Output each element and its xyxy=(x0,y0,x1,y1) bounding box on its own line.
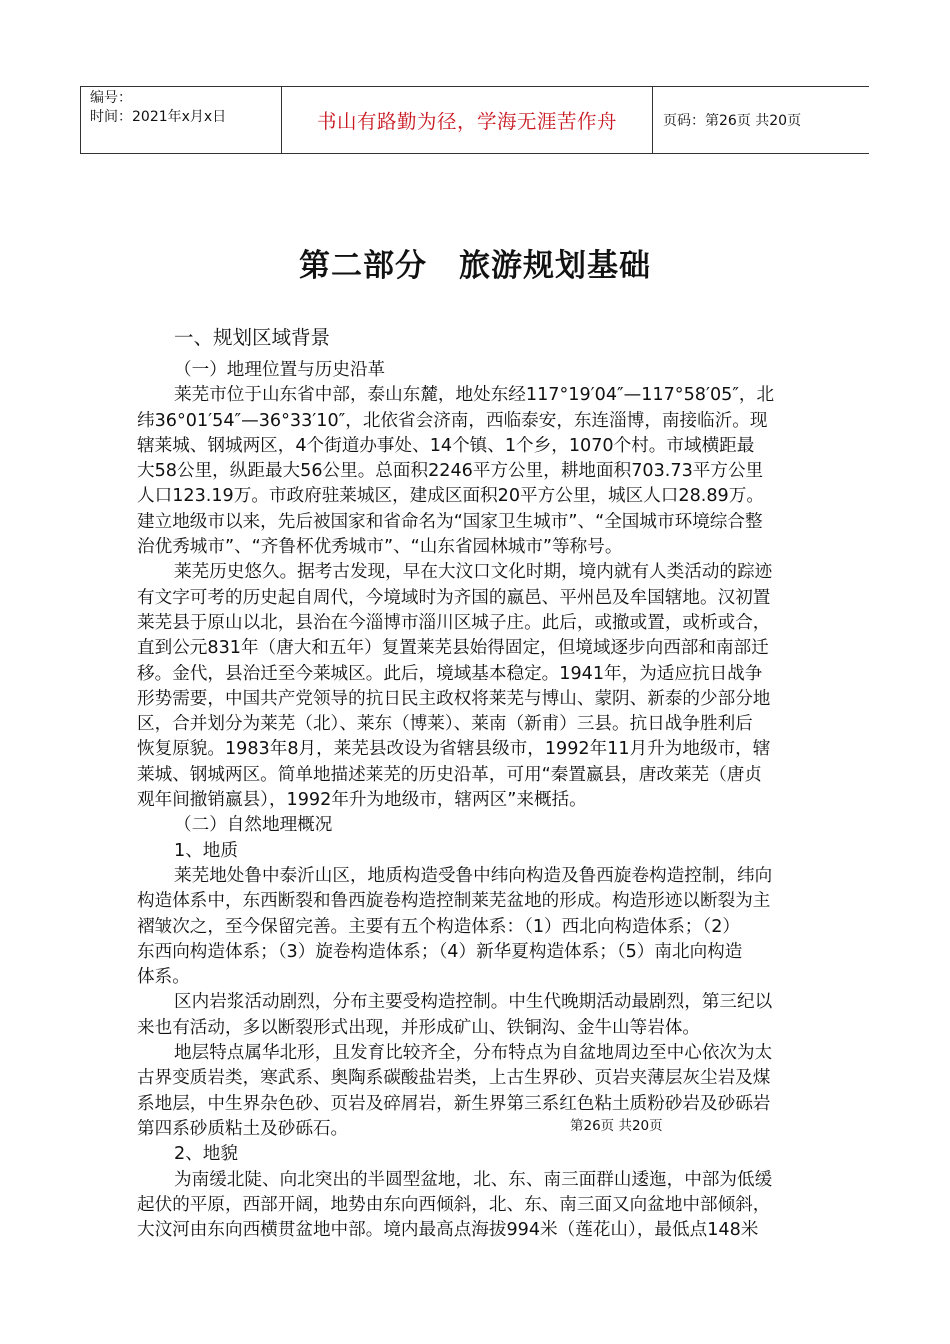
page-title: 第二部分 旅游规划基础 xyxy=(299,248,651,284)
text-line: 移。金代，县治迁至今莱城区。此后，境域基本稳定。1941年，为适应抗日战争 xyxy=(137,663,763,684)
text-line: 观年间撤销嬴县），1992年升为地级市，辖两区”来概括。 xyxy=(137,790,587,811)
text-line: 莱芜历史悠久。据考古发现，早在大汶口文化时期，境内就有人类活动的踪迹 xyxy=(174,562,773,583)
text-line: 辖莱城、钢城两区，4个街道办事处、14个镇、1个乡，1070个村。市域横距最 xyxy=(137,435,755,456)
text-line: 区，合并划分为莱芜（北）、莱东（博莱）、莱南（新甫）三县。抗日战争胜利后 xyxy=(137,714,753,735)
document-body xyxy=(137,358,877,1243)
page-info: 页码：第26页 共20页 xyxy=(663,113,802,129)
text-line: 第四系砂质粘土及砂砾石。 xyxy=(137,1118,349,1139)
text-line: 褶皱次之，至今保留完善。主要有五个构造体系：（1）西北向构造体系；（2） xyxy=(137,916,740,937)
header-page-cell xyxy=(653,87,869,153)
text-line: 来也有活动，多以断裂形式出现，并形成矿山、铁铜沟、金牛山等岩体。 xyxy=(137,1017,701,1038)
paragraph-geology-strata xyxy=(137,1041,877,1142)
text-line: 人口123.19万。市政府驻莱城区，建成区面积20平方公里，城区人口28.89万。 xyxy=(137,486,764,507)
text-line: 为南缓北陡、向北突出的半圆型盆地，北、东、南三面群山逶迤，中部为低缓 xyxy=(174,1169,773,1190)
text-line: 建立地级市以来，先后被国家和省命名为“国家卫生城市”、“全国城市环境综合整 xyxy=(137,511,763,532)
header-motto-cell xyxy=(282,87,653,153)
paragraph-geology-structure xyxy=(137,864,877,990)
text-line: 治优秀城市”、“齐鲁杯优秀城市”、“山东省园林城市”等称号。 xyxy=(137,537,623,558)
text-line: 有文字可考的历史起自周代，今境域时为齐国的嬴邑、平州邑及牟国辖地。汉初置 xyxy=(137,587,771,608)
text-line: 东西向构造体系；（3）旋卷构造体系；（4）新华夏构造体系；（5）南北向构造 xyxy=(137,941,743,962)
serial-label: 编号： xyxy=(90,90,132,106)
header-table xyxy=(80,86,869,154)
text-line: 构造体系中，东西断裂和鲁西旋卷构造控制莱芜盆地的形成。构造形迹以断裂为主 xyxy=(137,891,771,912)
subsection-heading-geography: （二）自然地理概况 xyxy=(174,815,333,836)
text-line: 体系。 xyxy=(137,967,190,988)
text-line: 地层特点属华北形，且发育比较齐全，分布特点为自盆地周边至中心依次为太 xyxy=(174,1043,773,1064)
text-line: 直到公元831年（唐大和五年）复置莱芜县始得固定，但境域逐步向西部和南部迁 xyxy=(137,638,769,659)
paragraph-history xyxy=(137,560,877,813)
text-line: 莱芜地处鲁中泰沂山区，地质构造受鲁中纬向构造及鲁西旋卷构造控制，纬向 xyxy=(174,865,773,886)
text-line: 大58公里，纵距最大56公里。总面积2246平方公里，耕地面积703.73平方公里 xyxy=(137,461,764,482)
text-line: 起伏的平原，西部开阔，地势由东向西倾斜，北、东、南三面又向盆地中部倾斜， xyxy=(137,1194,771,1215)
text-line: 形势需要，中国共产党领导的抗日民主政权将莱芜与博山、蒙阴、新泰的少部分地 xyxy=(137,688,771,709)
text-line: 系地层，中生界杂色砂、页岩及碎屑岩，新生界第三系红色粘土质粉砂岩及砂砾岩 xyxy=(137,1093,771,1114)
text-line: 纬36°01′54″—36°33′10″，北依省会济南，西临泰安，东连淄博，南接临沂。现 xyxy=(137,410,768,431)
text-line: 莱芜市位于山东省中部，泰山东麓，地处东经117°19′04″—117°58′05″，北 xyxy=(174,385,775,406)
text-line: 区内岩浆活动剧烈，分布主要受构造控制。中生代晚期活动最剧烈，第三纪以 xyxy=(174,992,773,1013)
paragraph-location xyxy=(137,383,877,560)
page-footer: 第26页 共20页 xyxy=(570,1118,663,1134)
text-line: 古界变质岩类，寒武系、奥陶系碳酸盐岩类，上古生界砂、页岩夹薄层灰尘岩及煤 xyxy=(137,1068,771,1089)
section-heading: 一、规划区域背景 xyxy=(174,326,331,349)
text-line: 恢复原貌。1983年8月，莱芜县改设为省辖县级市，1992年11月升为地级市，辖 xyxy=(137,739,771,760)
paragraph-geology-magma xyxy=(137,990,877,1041)
time-label: 时间：2021年x月x日 xyxy=(90,109,227,125)
header-meta-cell xyxy=(81,87,282,153)
subsection-heading-location: （一）地理位置与历史沿革 xyxy=(174,360,386,380)
text-line: 大汶河由东向西横贯盆地中部。境内最高点海拔994米（莲花山），最低点148米 xyxy=(137,1220,759,1241)
landform-heading: 2、地貌 xyxy=(174,1144,238,1165)
paragraph-landform xyxy=(137,1168,877,1244)
motto: 书山有路勤为径，学海无涯苦作舟 xyxy=(316,110,617,133)
text-line: 莱城、钢城两区。简单地描述莱芜的历史沿革，可用“秦置嬴县，唐改莱芜（唐贞 xyxy=(137,764,762,785)
text-line: 莱芜县于原山以北，县治在今淄博市淄川区城子庄。此后，或撤或置，或析或合， xyxy=(137,612,771,633)
geology-heading: 1、地质 xyxy=(174,840,238,861)
